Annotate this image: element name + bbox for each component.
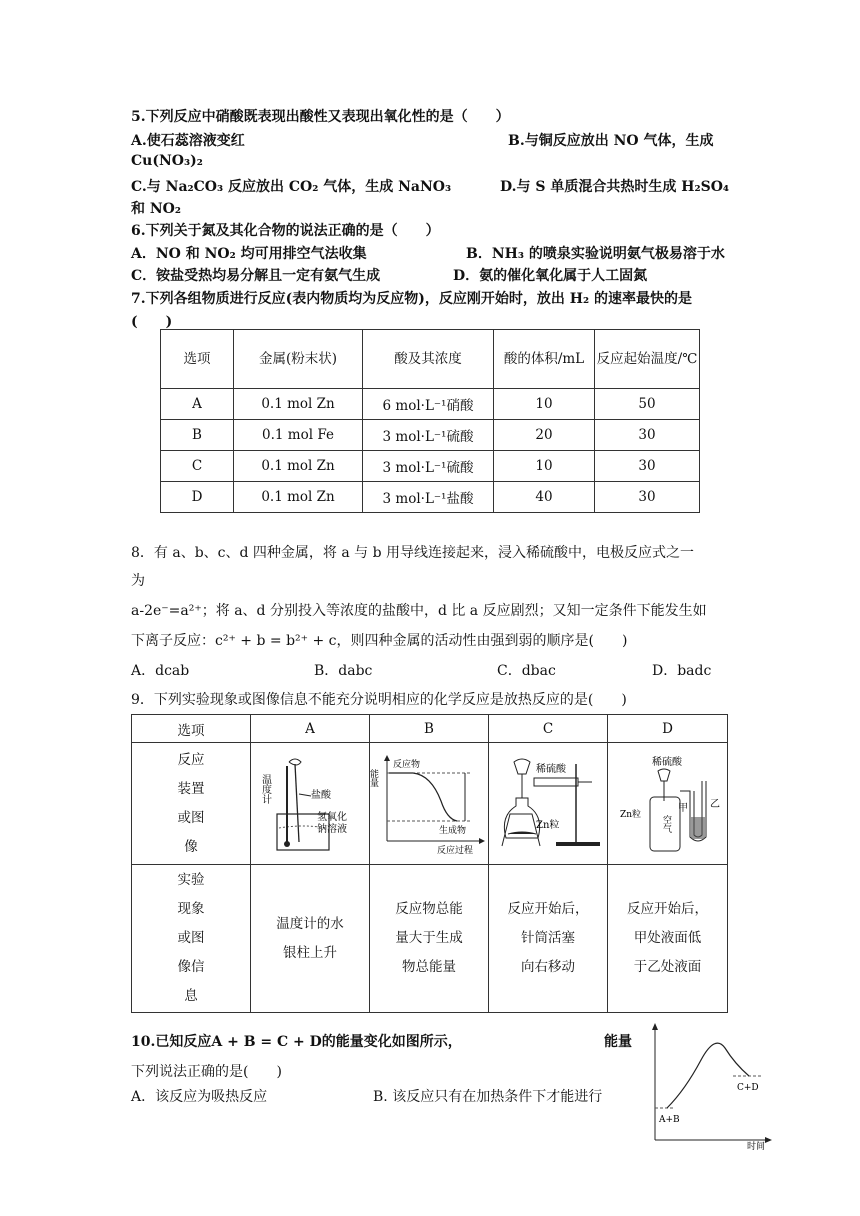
q6-stem: 6.下列关于氮及其化合物的说法正确的是（ ） <box>131 223 440 239</box>
fig-a-label-base1: 氢氧化 <box>317 811 347 823</box>
fig-d-label-acid: 稀硫酸 <box>651 756 682 768</box>
label-line: 实验 <box>177 872 205 888</box>
table-cell: 30 <box>595 451 700 482</box>
q10-stem2: 下列说法正确的是( ) <box>131 1064 282 1080</box>
table-cell: 50 <box>595 389 700 420</box>
table-cell: 40 <box>494 482 595 513</box>
fig-b-cell <box>370 743 489 865</box>
table-cell: C <box>161 451 234 482</box>
table-header-cell: 酸的体积/mL <box>494 330 595 389</box>
fig-a-label-acid: 盐酸 <box>311 789 331 801</box>
fig-b-label-reactant: 反应物 <box>393 759 421 770</box>
q7-stem: 7.下列各组物质进行反应(表内物质均为反应物)，反应刚开始时，放出 H₂ 的速率最快的是 <box>131 291 692 307</box>
table-header-row <box>161 330 700 389</box>
q8-option-d: D．badc <box>652 663 712 679</box>
q8-option-c: C．dbac <box>497 663 556 679</box>
q5-stem: 5.下列反应中硝酸既表现出酸性又表现出氧化性的是（ ） <box>131 109 510 125</box>
label-line: 像 <box>184 838 198 855</box>
fig-c-label-zn: Zn粒 <box>536 819 560 831</box>
table-row <box>132 743 728 865</box>
obs-line: 反应开始后， <box>627 901 708 917</box>
q6-option-b: B．NH₃ 的喷泉实验说明氨气极易溶于水 <box>466 246 725 262</box>
fig-d-label-zn: Zn粒 <box>619 809 641 820</box>
q5-option-b-cont: Cu(NO₃)₂ <box>131 153 203 169</box>
q5-option-d: D.与 S 单质混合共热时生成 H₂SO₄ <box>500 179 730 195</box>
fig-c-cell <box>489 743 608 865</box>
obs-b <box>370 865 489 1013</box>
label-line: 装置 <box>177 780 205 797</box>
q10-option-b: B. 该反应只有在加热条件下才能进行 <box>373 1089 603 1105</box>
label-line: 反应 <box>177 751 205 768</box>
table-cell: 6 mol·L⁻¹硝酸 <box>363 389 494 420</box>
fig-d-label-jia: 甲 <box>677 802 688 814</box>
q5-option-b: B.与铜反应放出 NO 气体，生成 <box>508 133 714 149</box>
obs-line: 反应开始后， <box>507 901 589 917</box>
q9-table <box>131 714 728 1013</box>
fig-b-label-energy: 能量 <box>368 768 378 787</box>
table-header-row <box>132 715 728 743</box>
obs-line: 于乙处液面 <box>633 959 702 975</box>
q8-line2: 为 <box>131 573 145 589</box>
label-line: 或图 <box>177 809 205 826</box>
fig-d-label-yi: 乙 <box>709 798 720 810</box>
q8-option-a: A．dcab <box>131 663 190 679</box>
table-cell: 0.1 mol Zn <box>234 389 363 420</box>
fig-d-cell <box>608 743 728 865</box>
table-row <box>161 451 700 482</box>
q8-option-b: B．dabc <box>314 663 373 679</box>
obs-line: 针筒活塞 <box>521 930 575 946</box>
table-header-cell: 金属(粉末状) <box>234 330 363 389</box>
obs-line: 温度计的水 <box>276 915 344 932</box>
q7-stem-cont: ( ) <box>131 314 173 330</box>
table-cell: 30 <box>595 482 700 513</box>
table-cell: 10 <box>494 451 595 482</box>
table-cell: 20 <box>494 420 595 451</box>
obs-line: 银柱上升 <box>283 944 337 961</box>
obs-d <box>608 865 728 1013</box>
table-cell: 30 <box>595 420 700 451</box>
table-cell: D <box>161 482 234 513</box>
obs-line: 甲处液面低 <box>633 930 702 946</box>
flask-u-tube-figure <box>612 751 724 857</box>
label-line: 或图 <box>177 930 205 946</box>
obs-c <box>489 865 608 1013</box>
table-cell: 10 <box>494 389 595 420</box>
fig-c-label-acid: 稀硫酸 <box>536 763 566 775</box>
obs-a <box>251 865 370 1013</box>
q8-line4: 下离子反应：c²⁺ + b = b²⁺ + c，则四种金属的活动性由强到弱的顺序是( ) <box>131 633 628 649</box>
table-header-cell: 选项 <box>161 330 234 389</box>
thermometer-beaker-figure <box>255 754 365 854</box>
label-line: 息 <box>184 988 198 1004</box>
q9-stem: 9．下列实验现象或图像信息不能充分说明相应的化学反应是放热反应的是( ) <box>131 692 627 708</box>
table-cell: 3 mol·L⁻¹硫酸 <box>363 420 494 451</box>
table-header-cell: B <box>370 715 489 743</box>
label-line: 现象 <box>177 901 205 917</box>
q8-line3: a-2e⁻=a²⁺；将 a、d 分别投入等浓度的盐酸中，d 比 a 反应剧烈；又知一定条件下能发生如 <box>131 603 707 619</box>
q6-option-c: C．铵盐受热均易分解且一定有氨气生成 <box>131 268 381 284</box>
fig-d-label-air: 空气 <box>660 814 671 833</box>
q10-option-a: A．该反应为吸热反应 <box>131 1089 268 1105</box>
q10-label-time: 时间 <box>747 1142 766 1152</box>
table-cell: 3 mol·L⁻¹盐酸 <box>363 482 494 513</box>
q8-line1: 8．有 a、b、c、d 四种金属，将 a 与 b 用导线连接起来，浸入稀硫酸中，电极反应式之一 <box>131 545 695 561</box>
fig-b-label-process: 反应过程 <box>437 845 474 856</box>
table-header-cell: 反应起始温度/℃ <box>595 330 700 389</box>
q10-stem: 10.已知反应A + B = C + D的能量变化如图所示， <box>131 1034 462 1050</box>
table-header-cell: 选项 <box>132 715 251 743</box>
table-row <box>132 865 728 1013</box>
fig-a-cell <box>251 743 370 865</box>
q6-option-d: D．氨的催化氧化属于人工固氮 <box>453 268 648 284</box>
q10-energy-curve-figure <box>645 1020 775 1150</box>
table-header-cell: D <box>608 715 728 743</box>
label-line: 像信 <box>177 959 205 975</box>
fig-b-label-product: 生成物 <box>439 825 467 836</box>
table-row <box>161 420 700 451</box>
obs-line: 量大于生成 <box>395 930 463 946</box>
q10-label-ab: A+B <box>659 1115 680 1125</box>
obs-line: 反应物总能 <box>395 901 463 917</box>
q5-option-d-cont: 和 NO₂ <box>131 201 181 217</box>
flask-syringe-figure <box>492 754 604 854</box>
obs-line: 物总能量 <box>402 959 456 975</box>
table-row <box>161 389 700 420</box>
fig-a-label-base2: 钠溶液 <box>317 823 347 835</box>
q6-option-a: A．NO 和 NO₂ 均可用排空气法收集 <box>131 246 367 262</box>
row-label-observation <box>132 865 251 1013</box>
table-header-cell: A <box>251 715 370 743</box>
table-cell: B <box>161 420 234 451</box>
table-cell: A <box>161 389 234 420</box>
table-cell: 0.1 mol Fe <box>234 420 363 451</box>
q10-label-cd: C+D <box>737 1083 759 1093</box>
q7-table <box>160 329 700 513</box>
q5-option-a: A.使石蕊溶液变红 <box>131 133 245 149</box>
table-header-cell: 酸及其浓度 <box>363 330 494 389</box>
table-row <box>161 482 700 513</box>
obs-line: 向右移动 <box>521 959 575 975</box>
table-header-cell: C <box>489 715 608 743</box>
table-cell: 0.1 mol Zn <box>234 451 363 482</box>
row-label-apparatus <box>132 743 251 865</box>
table-cell: 0.1 mol Zn <box>234 482 363 513</box>
fig-a-label-thermo: 温度计 <box>259 773 271 804</box>
table-cell: 3 mol·L⁻¹硫酸 <box>363 451 494 482</box>
q5-option-c: C.与 Na₂CO₃ 反应放出 CO₂ 气体，生成 NaNO₃ <box>131 179 452 195</box>
energy-diagram-figure <box>368 751 487 857</box>
q10-fig-energy-label: 能量 <box>604 1034 632 1050</box>
